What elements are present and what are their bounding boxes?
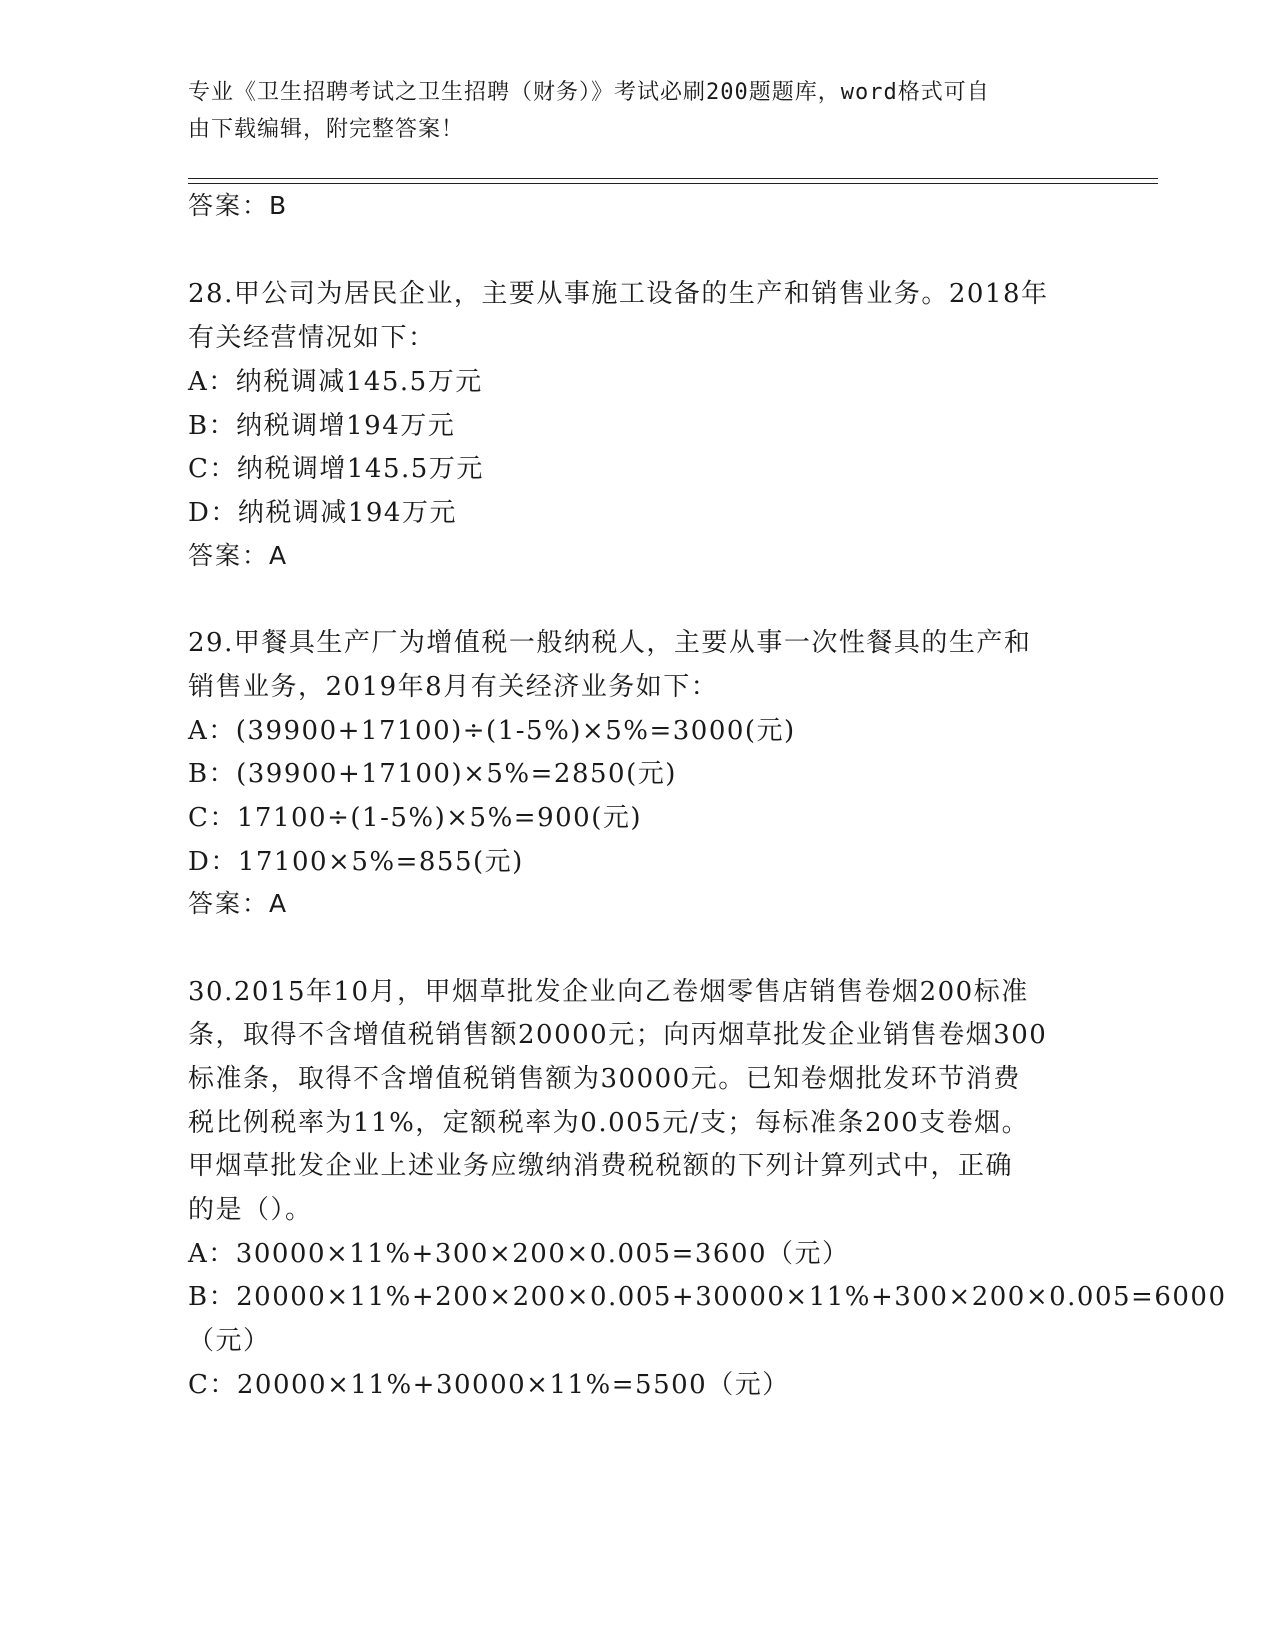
q28-option-d: D：纳税调减194万元	[188, 498, 457, 528]
q30-stem-line-6: 的是（）。	[188, 1195, 313, 1225]
q28-stem-line-1: 28.甲公司为居民企业，主要从事施工设备的生产和销售业务。2018年	[188, 279, 1049, 309]
q28-option-c: C：纳税调增145.5万元	[188, 454, 484, 484]
q28-option-a: A：纳税调减145.5万元	[188, 367, 483, 397]
q30-stem-line-2: 条，取得不含增值税销售额20000元；向丙烟草批发企业销售卷烟300	[188, 1020, 1048, 1050]
q30-stem-line-5: 甲烟草批发企业上述业务应缴纳消费税税额的下列计算列式中，正确	[188, 1151, 1014, 1181]
header-divider-top	[188, 178, 1158, 179]
document-header	[188, 74, 1088, 148]
header-divider-bottom	[188, 183, 1158, 184]
q29-option-b: B：(39900+17100)×5%=2850(元)	[188, 759, 677, 789]
q28-answer: 答案：A	[188, 541, 289, 570]
q29-stem-line-1: 29.甲餐具生产厂为增值税一般纳税人，主要从事一次性餐具的生产和	[188, 628, 1032, 658]
answer-27: 答案：B	[188, 191, 289, 220]
q30-option-c: C：20000×11%+30000×11%=5500（元）	[188, 1370, 790, 1400]
q29-option-d: D：17100×5%=855(元)	[188, 847, 524, 877]
q29-option-c: C：17100÷(1-5%)×5%=900(元)	[188, 803, 642, 833]
q30-stem-line-1: 30.2015年10月，甲烟草批发企业向乙卷烟零售店销售卷烟200标准	[188, 977, 1029, 1007]
q30-option-b-line-1: B：20000×11%+200×200×0.005+30000×11%+300×200×0.005=6000	[188, 1282, 1227, 1312]
header-line-2: 由下载编辑，附完整答案！	[188, 117, 465, 142]
q28-option-b: B：纳税调增194万元	[188, 411, 456, 441]
header-line-1: 专业《卫生招聘考试之卫生招聘（财务）》考试必刷200题题库，word格式可自	[188, 80, 990, 105]
q29-option-a: A：(39900+17100)÷(1-5%)×5%=3000(元)	[188, 716, 796, 746]
q29-stem-line-2: 销售业务，2019年8月有关经济业务如下：	[188, 672, 719, 702]
q29-answer: 答案：A	[188, 889, 289, 918]
q28-stem-line-2: 有关经营情况如下：	[188, 323, 436, 353]
q30-option-b-line-2: （元）	[188, 1326, 271, 1356]
q30-option-a: A：30000×11%+300×200×0.005=3600（元）	[188, 1239, 850, 1269]
q30-stem-line-3: 标准条，取得不含增值税销售额为30000元。已知卷烟批发环节消费	[188, 1064, 1021, 1094]
q30-stem-line-4: 税比例税率为11%，定额税率为0.005元/支；每标准条200支卷烟。	[188, 1108, 1030, 1138]
